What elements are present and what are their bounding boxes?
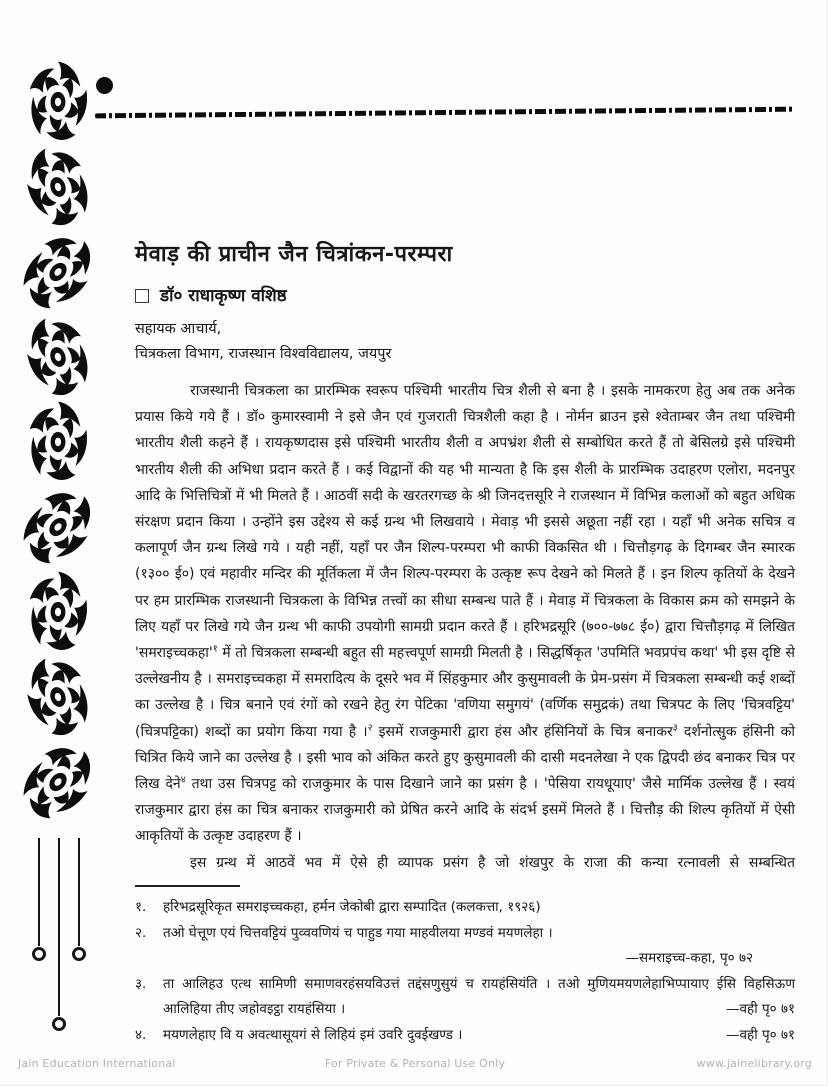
footer-right: www.jainelibrary.org xyxy=(696,1057,812,1070)
footnote-text: तओ घेत्तूण एयं चित्तवट्टियं पुव्ववणियं च पाहुड गया माहवीलया मण्डवं मयणलेहा । —समराइच्च-कहा, पृ० ७२ xyxy=(163,921,795,971)
rosette-ornament-icon xyxy=(7,730,108,834)
rosette-ornament-icon xyxy=(27,400,89,484)
tassel-line xyxy=(78,838,80,946)
page-footer xyxy=(18,1057,812,1070)
author-square-bullet-icon xyxy=(135,289,149,303)
body-paragraph xyxy=(135,378,795,850)
tassel-line xyxy=(38,838,40,946)
footnote-number: २. xyxy=(135,924,147,941)
rosette-ornament-icon xyxy=(16,307,101,406)
rosette-ornament-icon xyxy=(7,220,108,324)
text-run: तथा उस चित्रपट्ट को राजकुमार के पास दिखाने जाने का प्रसंग है । 'पेसिया रायधूयाए' जैसे मार्मिक उल्लेख हैं । स्वयं राजकुमार द्वारा हंस का चित्र बनाकर राजकुमारी को प्रेषित करने आदि के संदर्भ इसमें मिलते हैं । चित्तौड़ की शिल्प कृतियों में ऐसी आकृतियों के उत्कृष्ट उदाहरण हैं । xyxy=(135,776,795,845)
text-run: राजस्थानी चित्रकला का प्रारम्भिक स्वरूप पश्चिमी भारतीय चित्र शैली से बना है । इसके नामकरण हेतु अब तक अनेक प्रयास किये गये हैं । डॉ० कुमारस्वामी ने इसे जैन एवं गुजराती चित्रशैली कहा है । नोर्मन ब्राउन इसे श्वेताम्बर जैन तथा पश्चिमी भारतीय शैली कहने हैं । रायकृष्णदास इसे पश्चिमी भारतीय शैली व अपभ्रंश शैली से सम्बोधित करते हैं तो बेसिलग्रे इसे पश्चिमी भारतीय शैली की अभिधा प्रदान करते हैं । कई विद्वानों की यह भी मान्यता है कि इस शैली के प्रारम्भिक उदाहरण एलोरा, मदनपुर आदि के भित्तिचित्रों में भी मिलते हैं । आठवीं सदी के खरतरगच्छ के श्री जिनदत्तसूरि ने राजस्थान में विभिन्न कलाओं को बहुत अधिक संरक्षण प्रदान किया । उन्होंने इस उद्देश्य से कई ग्रन्थ भी लिखवाये । मेवाड़ भी इससे अछूता नहीं रहा । यहाँ भी अनेक सचित्र व कलापूर्ण जैन ग्रन्थ लिखे गये । यही नहीं, यहाँ पर जैन शिल्प-परम्परा भी काफी विकसित थी । चित्तौड़गढ़ के दिगम्बर जैन स्मारक (१३०० ई०) एवं महावीर मन्दिर की मूर्तिकला में जैन शिल्प-परम्परा के उत्कृष्ट रूप देखने को मिलते हैं । इन शिल्प कृतियों के देखने पर हम प्रारम्भिक राजस्थानी चित्रकला के विभिन्न तत्त्वों का सीधा सम्बन्ध पाते हैं । मेवाड़ में चित्रकला के विकास क्रम को समझने के लिए यहाँ पर लिखे गये जैन ग्रन्थ भी काफी उपयोगी सामग्री प्रदान करते हैं । हरिभद्रसूरि (७००-७७८ ई०) द्वारा चित्तौड़गढ़ में लिखित 'समराइच्चकहा' xyxy=(135,383,795,662)
footnote-list xyxy=(135,895,795,1048)
rosette-ornament-icon xyxy=(27,60,89,144)
text-run: इसमें राजकुमारी द्वारा हंस और हंसिनियों के चित्र बनाकर xyxy=(372,723,673,740)
footnote-number: ३. xyxy=(135,975,147,992)
footer-center: For Private & Personal Use Only xyxy=(324,1057,506,1070)
footnote-text: मयणलेहाए वि य अवत्थासूयगं से लिहियं इमं उवरि दुवईखण्ड । —वही पृ० ७१ xyxy=(163,1023,795,1048)
ornament-border xyxy=(25,60,91,836)
footnote-item xyxy=(135,895,795,920)
author-name: डॉ० राधाकृष्ण वशिष्ठ xyxy=(160,286,287,306)
rosette-ornament-icon xyxy=(7,475,108,579)
footnote-item xyxy=(135,921,795,971)
tassel-ring-icon xyxy=(32,947,46,961)
footnote-number: ४. xyxy=(135,1026,147,1043)
author-row xyxy=(135,284,795,308)
footnote-marker: २ xyxy=(367,721,373,733)
footnote-item xyxy=(135,1023,795,1048)
text-run: में तो चित्रकला सम्बन्धी बहुत सी महत्त्वपूर्ण सामग्री मिलती है । सिद्धर्षिकृत 'उपमिति भवप्रपंच कथा' भी इस दृष्टि से उल्लेखनीय है । समराइच्चकहा में समरादित्य के दूसरे भव में सिंहकुमार और कुसुमावली के प्रेम-प्रसंग में चित्रकला सम्बन्धी कई शब्दों का उल्लेख है । चित्र बनाने एवं रंगों को रखने हेतु रंग पेटिका 'वणिया समुगयं' (वर्णिक समुद्रकं) तथा चित्रपट के लिए 'चित्रवट्टिय' (चित्रपट्टिका) शब्दों का प्रयोग किया गया है । xyxy=(135,645,795,740)
body-paragraph xyxy=(135,850,795,876)
article-content xyxy=(135,240,795,1049)
tassel-ring-icon xyxy=(52,1017,66,1031)
footnote-text: हरिभद्रसूरिकृत समराइच्चकहा, हर्मन जेकोबी द्वारा सम्पादित (कलकत्ता, १९२६) xyxy=(163,898,541,915)
author-designation: सहायक आचार्य, xyxy=(135,321,222,337)
footnote-number: १. xyxy=(135,898,147,915)
author-affiliation: चित्रकला विभाग, राजस्थान विश्वविद्यालय, जयपुर xyxy=(135,346,392,362)
body-text xyxy=(135,378,795,876)
tassel-ring-icon xyxy=(72,947,86,961)
registration-dot xyxy=(96,77,113,94)
footnote-citation: —वही पृ० ७१ xyxy=(726,1026,795,1043)
footnote-separator-rule xyxy=(135,885,240,887)
text-run: दर्शनोत्सुक हंसिनी को चित्रित किये जाने का उल्लेख है । इसी भाव को अंकित करते हुए कुसुमावली की दासी मदनलेखा ने एक द्विपदी छंद बनाकर चित्र पर लिख देने xyxy=(135,723,796,793)
text-run: इस ग्रन्थ में आठवें भव में ऐसे ही व्यापक प्रसंग है जो शंखपुर के राजा की कन्या रत्नावली से सम्बन्धित xyxy=(190,854,795,871)
tassel-line xyxy=(58,838,60,1016)
footnote-citation: —वही पृ० ७१ xyxy=(726,1000,795,1017)
rosette-ornament-icon xyxy=(27,570,89,654)
footnote-text: ता आलिहउ एत्थ सामिणी समाणवरहंसयविउत्तं तद्दंसणुसुयं च रायहंसियंति । तओ मुणियमयणलेहाभिप्पायाए ईसि विहसिऊण आलिहिया तीए जहोवइट्ठा रायहंसिया । —वही पृ० ७१ xyxy=(163,972,795,1022)
article-title: मेवाड़ की प्राचीन जैन चित्रांकन-परम्परा xyxy=(135,242,453,267)
footnote-marker: ३ xyxy=(672,721,678,733)
top-dashed-rule xyxy=(95,107,793,119)
footnote-marker: १ xyxy=(212,643,218,655)
footnote-marker: ४ xyxy=(180,774,186,786)
footer-left: Jain Education International xyxy=(18,1057,176,1070)
footnote-item xyxy=(135,972,795,1022)
footnote-citation: —समराइच्च-कहा, पृ० ७२ xyxy=(625,949,753,966)
